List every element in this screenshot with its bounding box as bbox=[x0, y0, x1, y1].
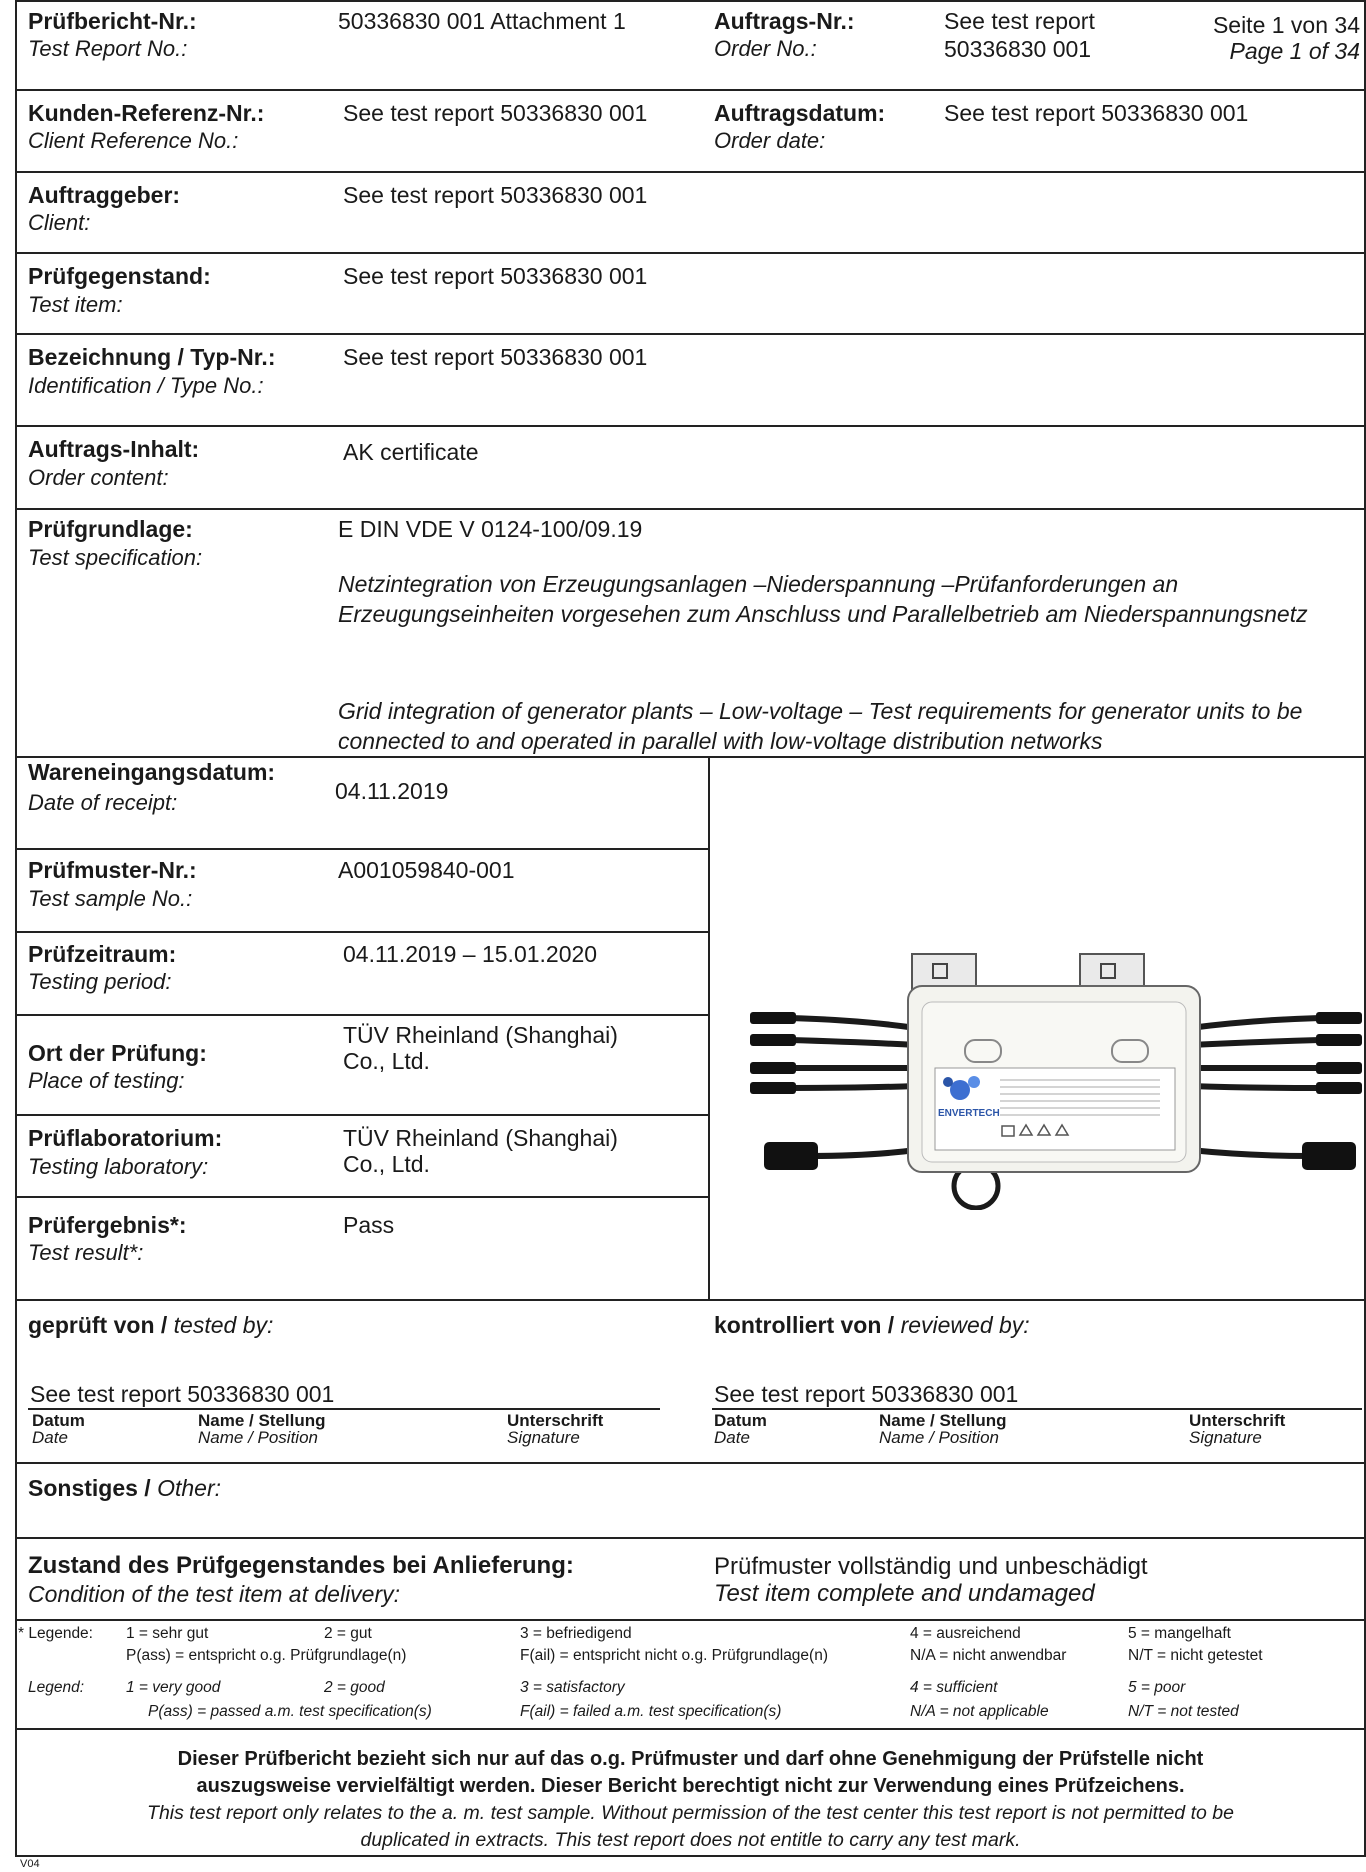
test-item-label-en: Test item: bbox=[28, 292, 123, 317]
condition-label-en: Condition of the test item at delivery: bbox=[28, 1581, 401, 1607]
test-item-value: See test report 50336830 001 bbox=[343, 263, 648, 289]
reviewed-name-caption-en: Name / Position bbox=[879, 1428, 999, 1447]
legend-item: 5 = poor bbox=[1128, 1679, 1186, 1696]
testing-period-value: 04.11.2019 – 15.01.2020 bbox=[343, 941, 598, 967]
row-divider bbox=[15, 1114, 710, 1116]
row-divider bbox=[15, 1619, 1366, 1621]
place-of-testing-label-en: Place of testing: bbox=[28, 1068, 185, 1093]
brand-logo-text: ENVERTECH bbox=[938, 1108, 1000, 1119]
row-divider bbox=[15, 333, 1366, 335]
row-divider bbox=[15, 0, 1366, 2]
sample-no-label: Prüfmuster-Nr.: bbox=[28, 857, 197, 883]
receipt-date-label: Wareneingangsdatum: bbox=[28, 759, 276, 785]
receipt-date-label-en: Date of receipt: bbox=[28, 790, 178, 815]
place-of-testing-value-line1: TÜV Rheinland (Shanghai) bbox=[343, 1022, 618, 1048]
condition-value: Prüfmuster vollständig und unbeschädigt bbox=[714, 1553, 1148, 1580]
condition-value-en: Test item complete and undamaged bbox=[714, 1580, 1095, 1607]
client-ref-label-en: Client Reference No.: bbox=[28, 128, 239, 153]
row-divider bbox=[15, 171, 1366, 173]
other-label-en: Other: bbox=[157, 1475, 222, 1501]
condition-label: Zustand des Prüfgegenstandes bei Anlieferung: bbox=[28, 1552, 574, 1579]
client-label: Auftraggeber: bbox=[28, 182, 181, 208]
receipt-date-value: 04.11.2019 bbox=[335, 778, 449, 804]
row-divider bbox=[15, 89, 1366, 91]
tested-by-label bbox=[28, 1312, 273, 1338]
row-divider bbox=[15, 1014, 710, 1016]
reviewed-by-label-en: reviewed by: bbox=[900, 1312, 1030, 1338]
place-of-testing-label: Ort der Prüfung: bbox=[28, 1040, 207, 1066]
form-version: V04 bbox=[20, 1858, 40, 1870]
disclaimer-de-line2: auszugsweise vervielfältigt werden. Dieser Bericht berechtigt nicht zur Verwendung eines Prüfzeichens. bbox=[196, 1775, 1185, 1797]
row-divider bbox=[15, 1299, 1366, 1301]
test-spec-label-en: Test specification: bbox=[28, 545, 203, 570]
tested-name-caption: Name / Stellung bbox=[198, 1411, 326, 1430]
other-label bbox=[28, 1475, 221, 1501]
test-result-label-en: Test result*: bbox=[28, 1240, 144, 1265]
legend-title: * Legende: bbox=[18, 1625, 93, 1642]
reviewed-signature-caption-en: Signature bbox=[1189, 1428, 1262, 1447]
row-divider bbox=[15, 1462, 1366, 1464]
row-divider bbox=[15, 252, 1366, 254]
test-result-label: Prüfergebnis*: bbox=[28, 1212, 187, 1238]
disclaimer-de-line1: Dieser Prüfbericht bezieht sich nur auf das o.g. Prüfmuster und darf ohne Genehmigung der Prüfstelle nicht bbox=[177, 1748, 1204, 1770]
order-date-value: See test report 50336830 001 bbox=[944, 100, 1249, 126]
legend-item: 2 = good bbox=[324, 1679, 385, 1696]
testing-lab-value-line2: Co., Ltd. bbox=[343, 1151, 430, 1177]
row-divider bbox=[15, 848, 710, 850]
reviewed-by-label-de: kontrolliert von / bbox=[714, 1312, 901, 1338]
legend-item: N/A = nicht anwendbar bbox=[910, 1647, 1067, 1664]
type-no-label-en: Identification / Type No.: bbox=[28, 373, 264, 398]
tested-signature-caption-en: Signature bbox=[507, 1428, 580, 1447]
disclaimer-en-line1: This test report only relates to the a. m. test sample. Without permission of the test center this test report is not permitted to be bbox=[147, 1802, 1234, 1824]
legend-item: 2 = gut bbox=[324, 1625, 372, 1642]
tested-signature-line bbox=[28, 1408, 660, 1410]
tested-date-caption: Datum bbox=[32, 1411, 85, 1430]
testing-period-label: Prüfzeitraum: bbox=[28, 941, 177, 967]
sample-column-divider bbox=[708, 756, 710, 1301]
reviewed-by-label bbox=[714, 1312, 1030, 1338]
order-no-value-line1: See test report bbox=[944, 8, 1095, 34]
row-divider bbox=[15, 931, 710, 933]
testing-period-label-en: Testing period: bbox=[28, 969, 172, 994]
page-number-en: Page 1 of 34 bbox=[1229, 38, 1360, 64]
reviewed-signature-caption: Unterschrift bbox=[1189, 1411, 1286, 1430]
legend-item: P(ass) = passed a.m. test specification(s) bbox=[148, 1703, 432, 1720]
row-divider bbox=[15, 1537, 1366, 1539]
order-date-label-en: Order date: bbox=[714, 128, 826, 153]
testing-lab-value-line1: TÜV Rheinland (Shanghai) bbox=[343, 1125, 618, 1151]
reviewed-by-value: See test report 50336830 001 bbox=[714, 1381, 1019, 1407]
test-spec-label: Prüfgrundlage: bbox=[28, 516, 193, 542]
type-no-value: See test report 50336830 001 bbox=[343, 344, 648, 370]
order-content-label: Auftrags-Inhalt: bbox=[28, 436, 200, 462]
legend-item: 1 = sehr gut bbox=[126, 1625, 209, 1642]
type-no-label: Bezeichnung / Typ-Nr.: bbox=[28, 344, 276, 370]
tested-by-label-en: tested by: bbox=[173, 1312, 274, 1338]
product-photo bbox=[750, 950, 1366, 1210]
micro-inverter-image bbox=[750, 950, 1366, 1210]
test-spec-description-de: Netzintegration von Erzeugungsanlagen –Niederspannung –Prüfanforderungen an Erzeugungseinheiten vorgesehen zum Anschluss und Parallelbetrieb am Niederspannungsnetz bbox=[338, 571, 1308, 627]
tested-signature-caption: Unterschrift bbox=[507, 1411, 604, 1430]
tested-date-caption-en: Date bbox=[32, 1428, 68, 1447]
sample-no-value: A001059840-001 bbox=[338, 857, 515, 883]
legend-item: 1 = very good bbox=[126, 1679, 221, 1696]
page-number: Seite 1 von 34 bbox=[1212, 12, 1360, 38]
report-no-label-en: Test Report No.: bbox=[28, 36, 188, 61]
legend-item: 3 = satisfactory bbox=[520, 1679, 625, 1696]
legend-item: 4 = ausreichend bbox=[910, 1625, 1021, 1642]
row-divider bbox=[15, 1728, 1366, 1730]
order-content-label-en: Order content: bbox=[28, 465, 169, 490]
tested-name-caption-en: Name / Position bbox=[198, 1428, 318, 1447]
legend-item: 5 = mangelhaft bbox=[1128, 1625, 1231, 1642]
sample-no-label-en: Test sample No.: bbox=[28, 886, 193, 911]
client-ref-value: See test report 50336830 001 bbox=[343, 100, 648, 126]
reviewed-signature-line bbox=[712, 1408, 1362, 1410]
order-no-value-line2: 50336830 001 bbox=[944, 36, 1092, 62]
row-divider bbox=[15, 1196, 710, 1198]
legend-item: F(ail) = failed a.m. test specification(s) bbox=[520, 1703, 782, 1720]
place-of-testing-value-line2: Co., Ltd. bbox=[343, 1048, 430, 1074]
legend-title-en: Legend: bbox=[28, 1679, 85, 1696]
report-no-value: 50336830 001 Attachment 1 bbox=[338, 8, 626, 34]
row-divider bbox=[15, 1855, 1366, 1857]
tested-by-label-de: geprüft von / bbox=[28, 1312, 174, 1338]
report-no-label: Prüfbericht-Nr.: bbox=[28, 8, 197, 34]
client-ref-label: Kunden-Referenz-Nr.: bbox=[28, 100, 265, 126]
legend-item: 3 = befriedigend bbox=[520, 1625, 632, 1642]
testing-lab-label-en: Testing laboratory: bbox=[28, 1154, 209, 1179]
other-label-de: Sonstiges / bbox=[28, 1475, 158, 1501]
disclaimer-en-line2: duplicated in extracts. This test report does not entitle to carry any test mark. bbox=[360, 1829, 1021, 1851]
legend-item: P(ass) = entspricht o.g. Prüfgrundlage(n) bbox=[126, 1647, 407, 1664]
test-spec-description-en: Grid integration of generator plants – Low-voltage – Test requirements for generator units to be connected to and operated in parallel with low-voltage distribution networks bbox=[338, 698, 1303, 754]
order-date-label: Auftragsdatum: bbox=[714, 100, 886, 126]
reviewed-date-caption: Datum bbox=[714, 1411, 767, 1430]
legend-item: N/T = not tested bbox=[1128, 1703, 1239, 1720]
test-result-value: Pass bbox=[343, 1212, 395, 1238]
row-divider bbox=[15, 508, 1366, 510]
row-divider bbox=[15, 756, 1366, 758]
order-no-label: Auftrags-Nr.: bbox=[714, 8, 855, 34]
legend-item: F(ail) = entspricht nicht o.g. Prüfgrundlage(n) bbox=[520, 1647, 828, 1664]
legend-item: N/A = not applicable bbox=[910, 1703, 1049, 1720]
order-no-label-en: Order No.: bbox=[714, 36, 817, 61]
legend-item: N/T = nicht getestet bbox=[1128, 1647, 1263, 1664]
client-value: See test report 50336830 001 bbox=[343, 182, 648, 208]
order-content-value: AK certificate bbox=[343, 439, 479, 465]
reviewed-date-caption-en: Date bbox=[714, 1428, 750, 1447]
legend-item: 4 = sufficient bbox=[910, 1679, 998, 1696]
test-item-label: Prüfgegenstand: bbox=[28, 263, 211, 289]
row-divider bbox=[15, 425, 1366, 427]
tested-by-value: See test report 50336830 001 bbox=[30, 1381, 335, 1407]
client-label-en: Client: bbox=[28, 210, 91, 235]
frame-left-border bbox=[15, 0, 17, 1856]
testing-lab-label: Prüflaboratorium: bbox=[28, 1125, 223, 1151]
reviewed-name-caption: Name / Stellung bbox=[879, 1411, 1007, 1430]
test-spec-standard: E DIN VDE V 0124-100/09.19 bbox=[338, 516, 643, 542]
